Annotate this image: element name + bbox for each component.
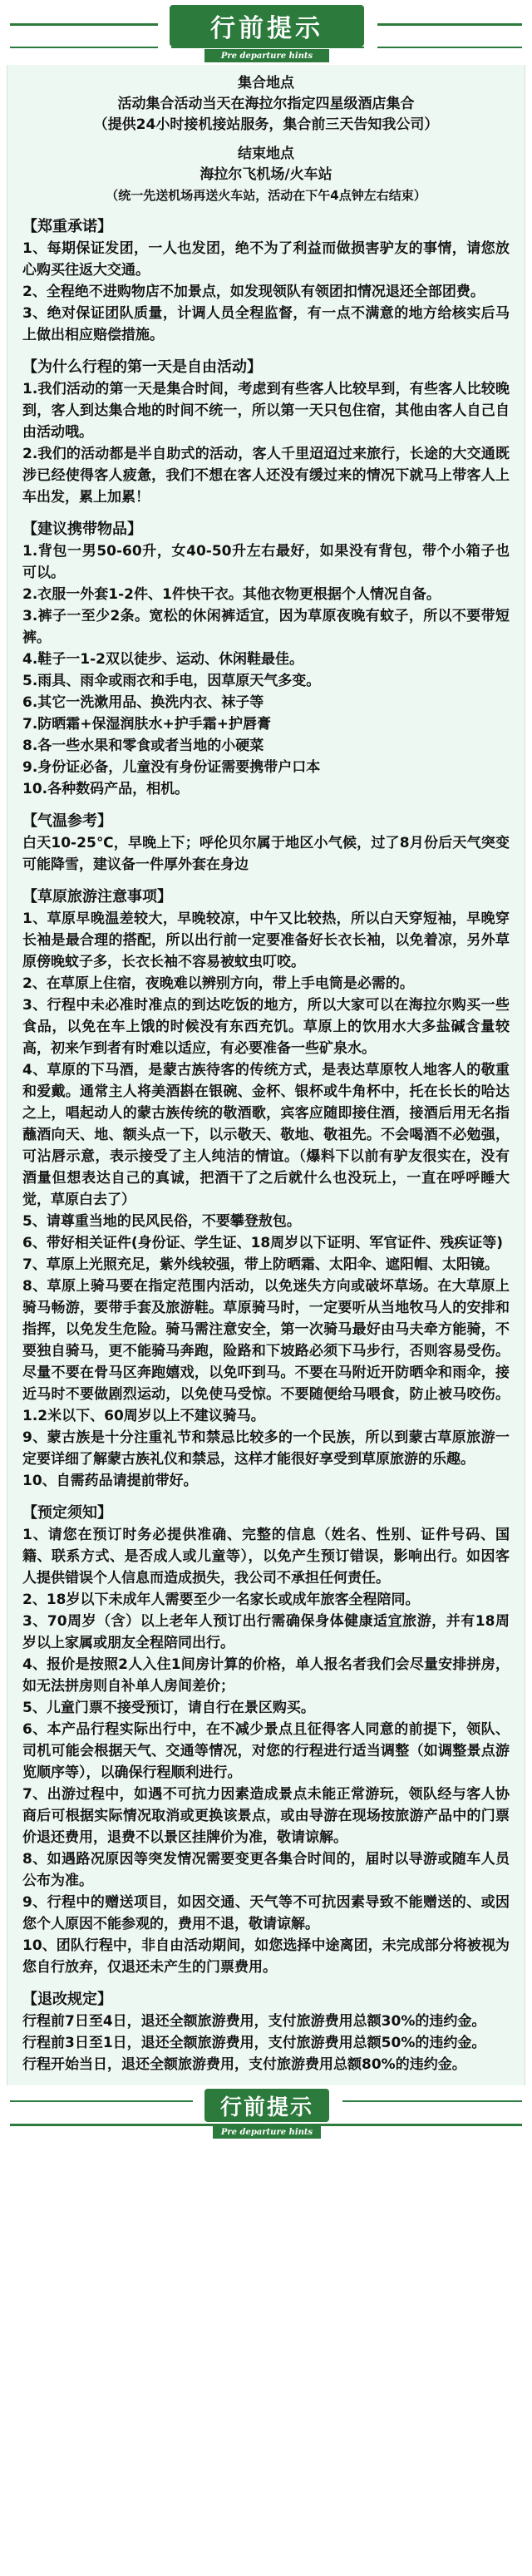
section bbox=[22, 810, 510, 876]
dismissal-label: 结束地点 bbox=[238, 146, 294, 162]
dismissal-block bbox=[22, 144, 510, 205]
section-paragraph: 3、70周岁（含）以上老年人预订出行需确保身体健康适宜旅游，并有18周岁以上家属或朋友全程陪同出行。 bbox=[22, 1613, 510, 1651]
section bbox=[22, 886, 510, 1492]
section bbox=[22, 518, 510, 800]
section-title: 【预定须知】 bbox=[22, 1504, 112, 1522]
section-paragraph: 2、全程绝不进购物店不加景点，如发现领队有领团扣情况退还全部团费。 bbox=[22, 284, 485, 300]
section-paragraph: 4.鞋子一1-2双以徒步、运动、休闲鞋最佳。 bbox=[22, 651, 303, 668]
section-paragraph: 3.裤子一至少2条。宽松的休闲裤适宜，因为草原夜晚有蚊子，所以不要带短裤。 bbox=[22, 608, 510, 646]
section-paragraph: 2.我们的活动都是半自助式的活动，客人千里迢迢过来旅行，长途的大交通既涉已经使得客人疲惫，我们不想在客人还没有缓过来的情况下就马上带客人上车出发，累上加累！ bbox=[22, 446, 510, 506]
section-paragraph: 行程前7日至4日，退还全额旅游费用，支付旅游费用总额30%的违约金。 bbox=[22, 2013, 486, 2030]
section-paragraph: 2、在草原上住宿，夜晚难以辨别方向，带上手电筒是必需的。 bbox=[22, 975, 414, 992]
header-rule-bottom bbox=[10, 47, 522, 48]
section-paragraph: 1、请您在预订时务必提供准确、完整的信息（姓名、性别、证件号码、国籍、联系方式、是否成人或儿童等），以免产生预订错误，影响出行。如因客人提供错误个人信息而造成损失，我公司不承担任何责任。 bbox=[22, 1527, 510, 1587]
section-paragraph: 3、绝对保证团队质量，计调人员全程监督，有一点不满意的地方给核实后马上做出相应赔偿措施。 bbox=[22, 305, 510, 343]
section-title: 【退改规定】 bbox=[22, 1991, 112, 2008]
section-paragraph: 9、行程中的赠送项目，如因交通、天气等不可抗因素导致不能赠送的、或因您个人原因不能参观的，费用不退，敬请谅解。 bbox=[22, 1894, 510, 1932]
section-paragraph: 10、团队行程中，非自由活动期间，如您选择中途离团，未完成部分将被视为您自行放弃，仅退还未产生的门票费用。 bbox=[22, 1937, 510, 1976]
section-paragraph: 1、草原早晚温差较大，早晚较凉，中午又比较热，所以白天穿短袖，早晚穿长袖是最合理的搭配，所以出行前一定要准备好长衣长袖，以免着凉，另外草原傍晚蚊子多，长衣长袖不容易被蚊虫叮咬。 bbox=[22, 910, 510, 970]
section-title: 【气温参考】 bbox=[22, 812, 112, 830]
section bbox=[22, 1988, 510, 2075]
footer-title: 行前提示 bbox=[219, 2095, 313, 2120]
assembly-line-1: 活动集合活动当天在海拉尔指定四星级酒店集合 bbox=[117, 96, 415, 112]
section-paragraph: 9、蒙古族是十分注重礼节和禁忌比较多的一个民族，所以到蒙古草原旅游一定要详细了解蒙古族礼仪和禁忌，这样才能很好享受到草原旅游的乐趣。 bbox=[22, 1429, 510, 1468]
assembly-block bbox=[22, 73, 510, 136]
section-paragraph: 6.其它一洗漱用品、换洗内衣、袜子等 bbox=[22, 694, 264, 711]
section-paragraph: 6、带好相关证件(身份证、学生证、18周岁以下证明、军官证件、残疾证等) bbox=[22, 1235, 504, 1251]
assembly-line-2: （提供24小时接机接站服务，集合前三天告知我公司） bbox=[93, 116, 439, 133]
section-paragraph: 6、本产品行程实际出行中，在不减少景点且征得客人同意的前提下，领队、司机可能会根据天气、交通等情况，对您的行程进行适当调整（如调整景点游览顺序等），以确保行程顺利进行。 bbox=[22, 1721, 510, 1781]
section-paragraph: 10、自需药品请提前带好。 bbox=[22, 1473, 198, 1489]
section-title: 【为什么行程的第一天是自由活动】 bbox=[22, 358, 262, 376]
sections-container bbox=[22, 215, 510, 2075]
section-paragraph: 3、行程中未必准时准点的到达吃饭的地方，所以大家可以在海拉尔购买一些食品，以免在车上饿的时候没有东西充饥。草原上的饮用水大多盐碱含量较高，初来乍到者有时难以适应，有必要准备一些矿泉水。 bbox=[22, 997, 510, 1057]
section-paragraph: 7、出游过程中，如遇不可抗力因素造成景点未能正常游玩，领队经与客人协商后可根据实际情况取消或更换该景点，或由导游在现场按旅游产品中的门票价退还费用，退费不以景区挂牌价为准，敬请谅解。 bbox=[22, 1786, 510, 1846]
page-subtitle-box bbox=[204, 49, 329, 62]
footer-banner bbox=[5, 2085, 527, 2144]
footer-subtitle: Pre departure hints bbox=[220, 2128, 313, 2137]
section-paragraph: 4、报价是按照2人入住1间房计算的价格，单人报名者我们会尽量安排拼房，如无法拼房则自补单人房间差价； bbox=[22, 1656, 510, 1695]
section-paragraph: 10.各种数码产品，相机。 bbox=[22, 781, 190, 797]
section-paragraph: 行程开始当日，退还全额旅游费用，支付旅游费用总额80%的违约金。 bbox=[22, 2056, 466, 2073]
section bbox=[22, 356, 510, 508]
section-paragraph: 1、每期保证发团，一人也发团，绝不为了利益而做损害驴友的事情，请您放心购买往返大交通。 bbox=[22, 240, 510, 279]
section-paragraph: 7.防晒霜+保湿润肤水+护手霜+护唇膏 bbox=[22, 716, 272, 733]
section-paragraph: 白天10-25℃，早晚上下；呼伦贝尔属于地区小气候，过了8月份后天气突变可能降雪，建议备一件厚外套在身边 bbox=[22, 835, 510, 873]
section-paragraph: 5.雨具、雨伞或雨衣和手电，因草原天气多变。 bbox=[22, 673, 321, 689]
section bbox=[22, 1502, 510, 1978]
section-paragraph: 7、草原上光照充足，紫外线较强，带上防晒霜、太阳伞、遮阳帽、太阳镜。 bbox=[22, 1256, 499, 1273]
assembly-label: 集合地点 bbox=[238, 75, 294, 91]
section bbox=[22, 215, 510, 346]
section-title: 【草原旅游注意事项】 bbox=[22, 888, 172, 906]
section-paragraph: 8.各一些水果和零食或者当地的小硬菜 bbox=[22, 738, 264, 754]
section-paragraph: 8、如遇路况原因等突发情况需要变更各集合时间的，届时以导游或随车人员公布为准。 bbox=[22, 1851, 510, 1889]
footer-subtitle-box bbox=[213, 2126, 321, 2139]
section-paragraph: 1.我们活动的第一天是集合时间，考虑到有些客人比较早到，有些客人比较晚到，客人到达集合地的时间不统一，所以第一天只包住宿，其他由客人自己自由活动哦。 bbox=[22, 381, 510, 441]
dismissal-line-1: 海拉尔飞机场/火车站 bbox=[200, 166, 332, 183]
page-title-box bbox=[170, 5, 364, 47]
section-paragraph: 8、草原上骑马要在指定范围内活动，以免迷失方向或破坏草场。在大草原上骑马畅游，要带手套及旅游鞋。草原骑马时，一定要听从当地牧马人的安排和指挥，以免发生危险。骑马需注意安全，第一次骑马最好由马夫牵方能骑，不要独自骑马，更不能骑马奔跑，险路和下坡路必须下马步行，否则容易受伤。尽量不要在骨马区奔跑嬉戏，以免吓到马。不要在马附近开防晒伞和雨伞，接近马时不要做剧烈运动，以免使马受惊。不要随便给马喂食，防止被马咬伤。1.2米以下、60周岁以上不建议骑马。 bbox=[22, 1278, 510, 1424]
header-banner bbox=[5, 0, 527, 65]
section-paragraph: 1.背包一男50-60升，女40-50升左右最好，如果没有背包，带个小箱子也可以。 bbox=[22, 543, 510, 581]
section-paragraph: 行程前3日至1日，退还全额旅游费用，支付旅游费用总额50%的违约金。 bbox=[22, 2035, 486, 2051]
section-paragraph: 4、草原的下马酒，是蒙古族待客的传统方式，是表达草原牧人地客人的敬重和爱戴。通常主人将美酒斟在银碗、金杯、银杯或牛角杯中，托在长长的哈达之上，唱起动人的蒙古族传统的敬酒歌，宾客应随即接住酒，接酒后用无名指蘸酒向天、地、额头点一下，以示敬天、敬地、敬祖先。不会喝酒不必勉强，可沾唇示意，表示接受了主人纯洁的情谊。（爆料下以前有驴友很实在，没有酒量但想表达自己的真诚，把酒干了之后就什么也没玩上，一直在呼呼睡大觉，草原白去了） bbox=[22, 1062, 510, 1208]
content-panel bbox=[7, 65, 525, 2085]
section-paragraph: 5、儿童门票不接受预订，请自行在景区购买。 bbox=[22, 1700, 315, 1716]
section-title: 【建议携带物品】 bbox=[22, 521, 142, 538]
page-title: 行前提示 bbox=[210, 14, 323, 43]
page-subtitle: Pre departure hints bbox=[220, 51, 313, 61]
dismissal-note: （统一先送机场再送火车站，活动在下午4点钟左右结束） bbox=[106, 188, 426, 203]
section-paragraph: 9.身份证必备，儿童没有身份证需要携带户口本 bbox=[22, 759, 321, 776]
section-paragraph: 2.衣服一外套1-2件、1件快干衣。其他衣物更根据个人情况自备。 bbox=[22, 586, 441, 603]
footer-title-box bbox=[204, 2089, 329, 2122]
section-title: 【郑重承诺】 bbox=[22, 218, 112, 235]
section-paragraph: 5、请尊重当地的民风民俗，不要攀登敖包。 bbox=[22, 1213, 301, 1230]
section-paragraph: 2、18岁以下未成年人需要至少一名家长或成年旅客全程陪同。 bbox=[22, 1591, 420, 1608]
